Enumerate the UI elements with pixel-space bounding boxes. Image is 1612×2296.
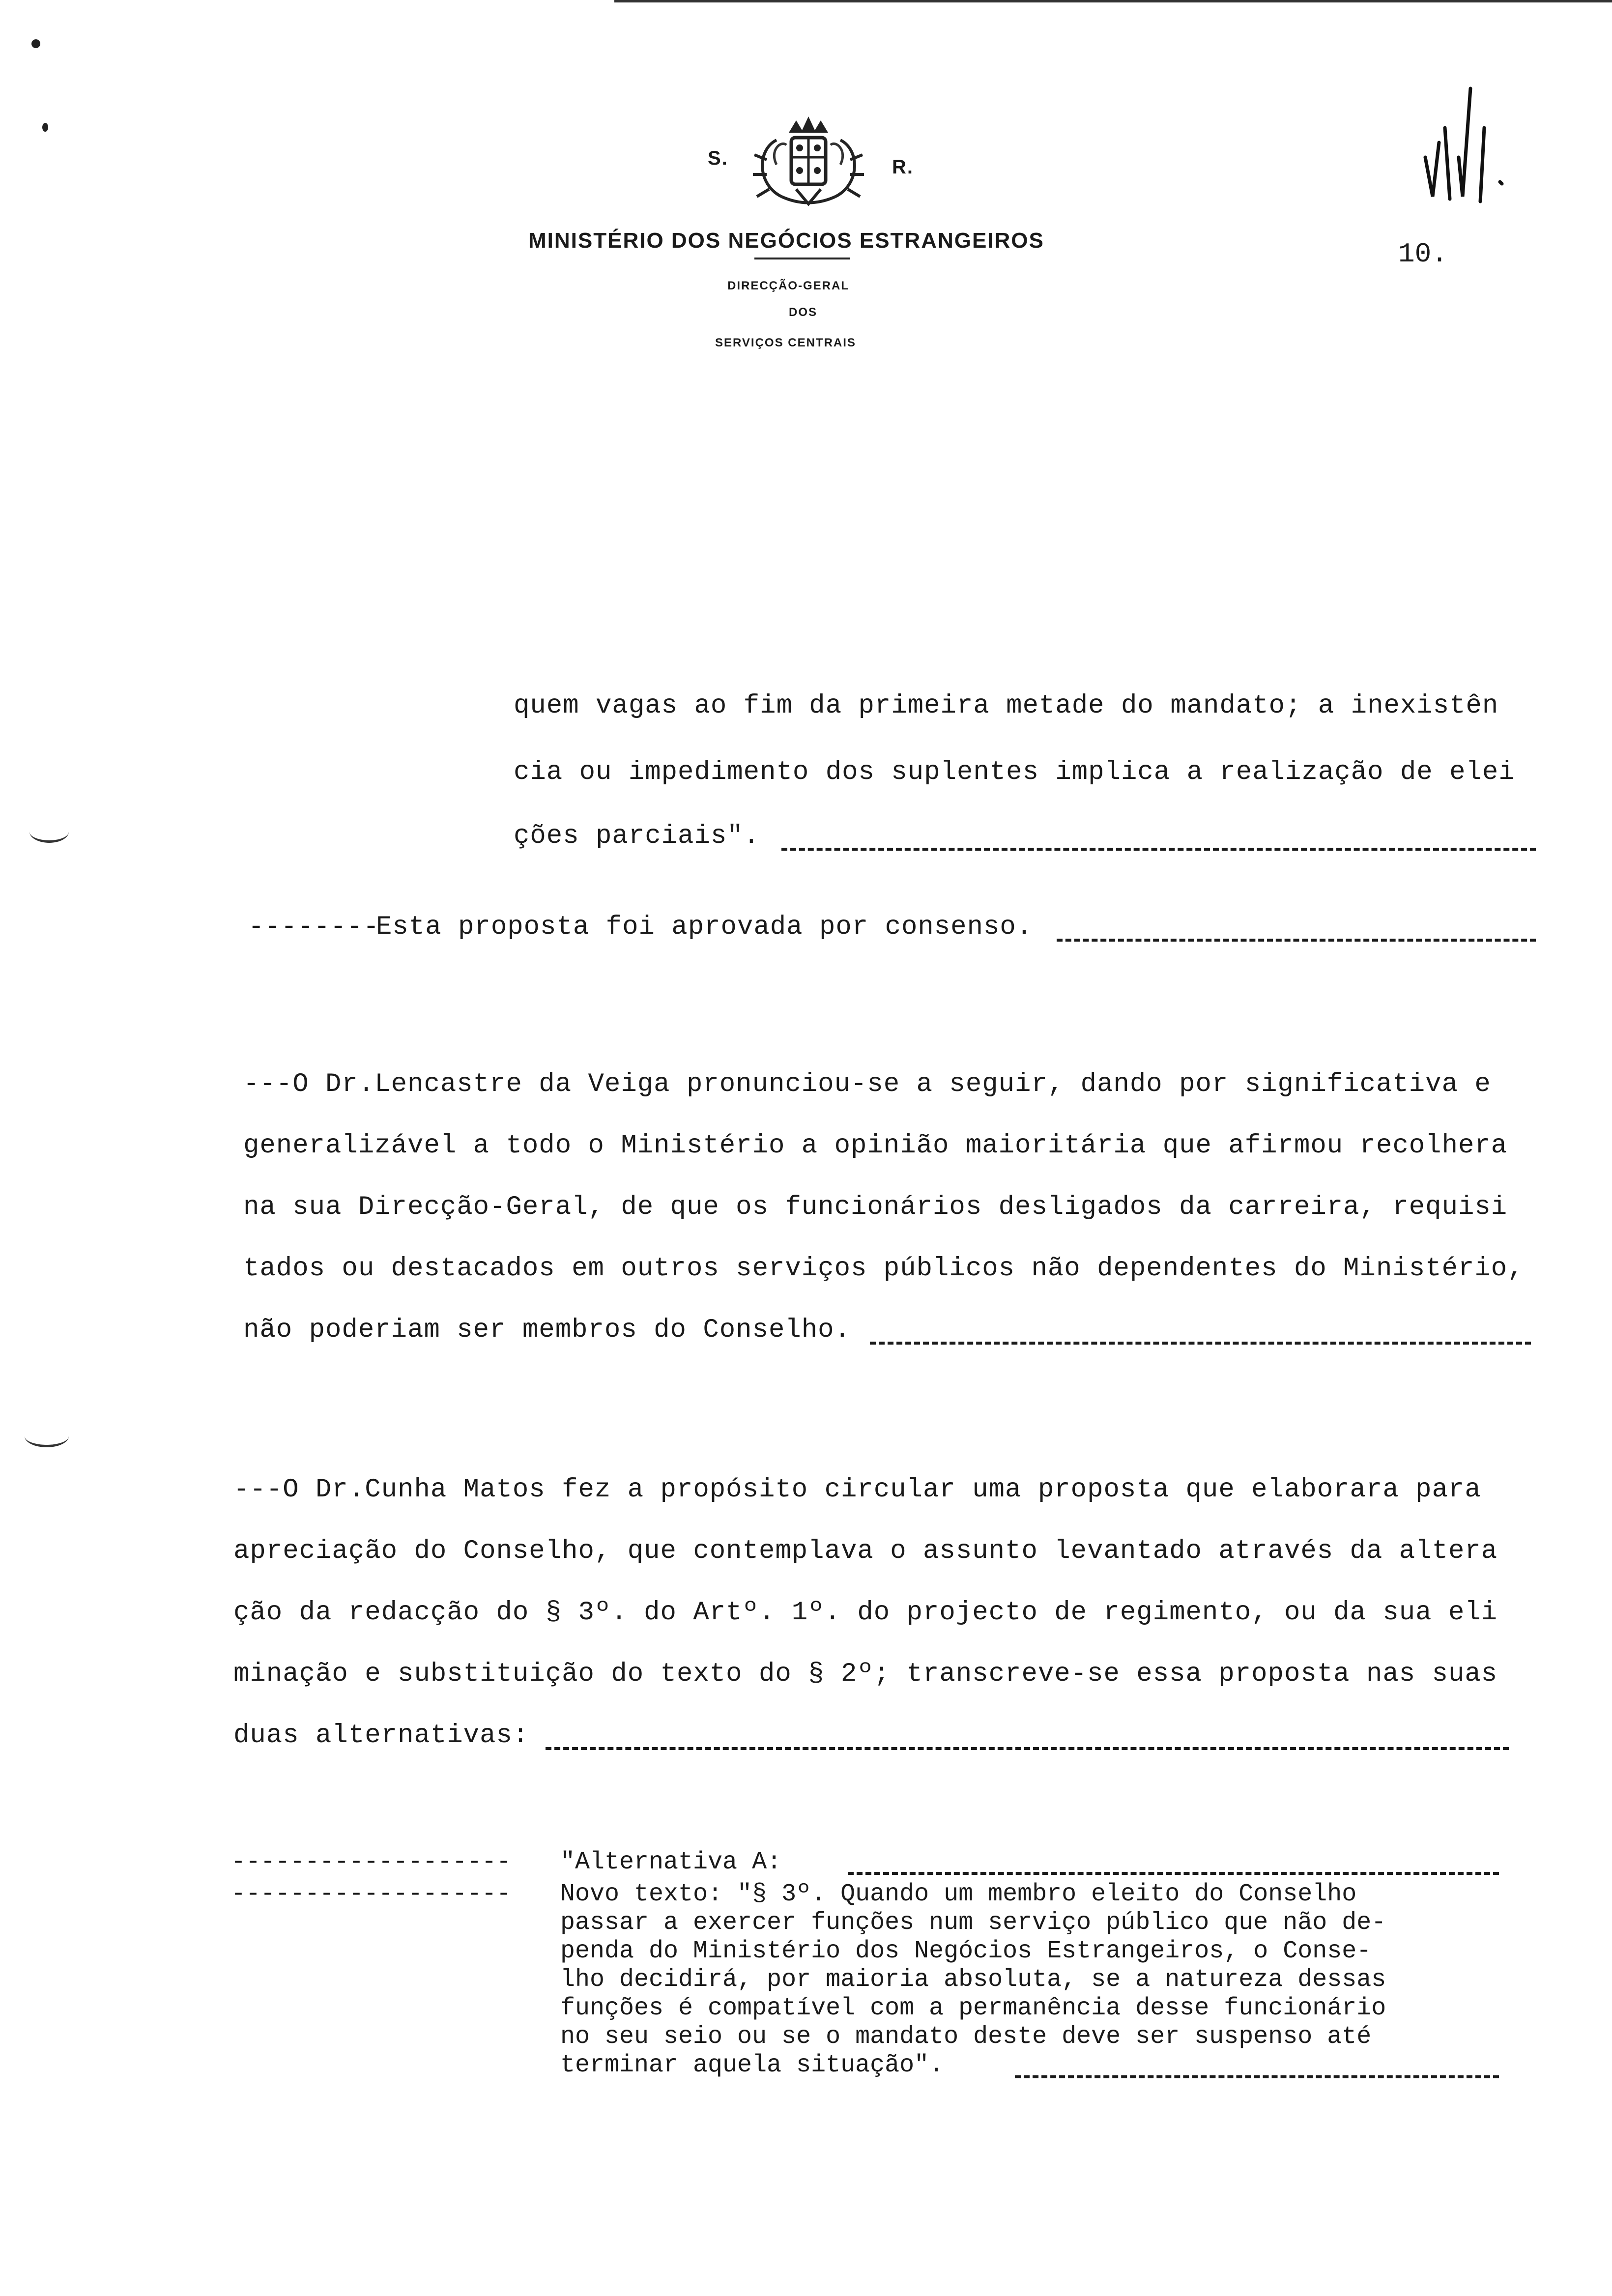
dash-prefix: ------------------- [231,1880,512,1908]
top-rule [614,0,1612,2]
alternative-heading: "Alternativa A: [560,1848,782,1876]
text-line: Esta proposta foi aprovada por consenso. [376,912,1033,942]
text-line: apreciação do Conselho, que contemplava o assunto levantado através da altera [233,1536,1498,1566]
header-left-initial: S. [708,147,728,169]
margin-mark [25,1425,69,1447]
text-line: quem vagas ao fim da primeira metade do mandato; a inexistên [514,691,1499,721]
alternative-a-block [0,1840,1612,2125]
dash-leader [848,1872,1499,1875]
text-line: duas alternativas: [233,1721,529,1751]
division-line-2: DOS [789,306,818,319]
dash-leader [781,848,1536,851]
text-line: na sua Direcção-Geral, de que os funcionários desligados da carreira, requisi [243,1192,1508,1222]
quote-line: passar a exercer funções num serviço público que não de- [560,1909,1386,1937]
text-line: cia ou impedimento dos suplentes implica a realização de elei [514,757,1515,787]
coat-of-arms-emblem [747,111,870,211]
text-line: não poderiam ser membros do Conselho. [243,1315,851,1345]
paragraph-cunha-matos [0,1467,1612,1772]
title-underline [754,258,850,259]
dash-leader [870,1342,1531,1345]
ministry-title: MINISTÉRIO DOS NEGÓCIOS ESTRANGEIROS [528,229,1044,253]
dash-prefix: ------------------- [231,1848,512,1876]
division-line-1: DIRECÇÃO-GERAL [727,279,849,292]
quote-line: penda do Ministério dos Negócios Estrangeiros, o Conse- [560,1937,1372,1965]
text-line: minação e substituição do texto do § 2º; transcreve-se essa proposta nas suas [233,1659,1498,1689]
dash-leader [1057,939,1536,942]
dash-leader [1015,2075,1499,2078]
text-line: ---O Dr.Cunha Matos fez a propósito circular uma proposta que elaborara para [233,1475,1481,1505]
quote-line: funções é compatível com a permanência desse funcionário [560,1994,1386,2022]
quote-line: lho decidirá, por maioria absoluta, se a natureza dessas [560,1966,1386,1994]
text-line: tados ou destacados em outros serviços públicos não dependentes do Ministério, [243,1254,1524,1284]
paragraph-approval [0,904,1612,953]
page-number: 10. [1398,238,1448,270]
dash-prefix: -------- [248,912,380,942]
handwritten-initials [1415,84,1514,206]
quote-line: no seu seio ou se o mandato deste deve ser suspenso até [560,2023,1372,2051]
quote-line: terminar aquela situação". [560,2051,944,2079]
punch-hole-mark [31,39,40,48]
paragraph-lencastre [0,1062,1612,1366]
division-line-3: SERVIÇOS CENTRAIS [715,336,856,349]
text-line: ---O Dr.Lencastre da Veiga pronunciou-se a seguir, dando por significativa e [243,1069,1491,1099]
header-right-initial: R. [892,156,914,178]
dash-leader [546,1747,1509,1750]
paragraph-continuation [0,678,1612,865]
page-header [0,0,1612,373]
text-line: ção da redacção do § 3º. do Artº. 1º. do projecto de regimento, ou da sua eli [233,1598,1498,1628]
text-line: ções parciais". [514,821,760,851]
margin-mark [29,821,69,843]
punch-hole-mark [42,123,48,132]
text-line: generalizável a todo o Ministério a opinião maioritária que afirmou recolhera [243,1131,1508,1161]
quote-line: Novo texto: "§ 3º. Quando um membro eleito do Conselho [560,1880,1357,1908]
